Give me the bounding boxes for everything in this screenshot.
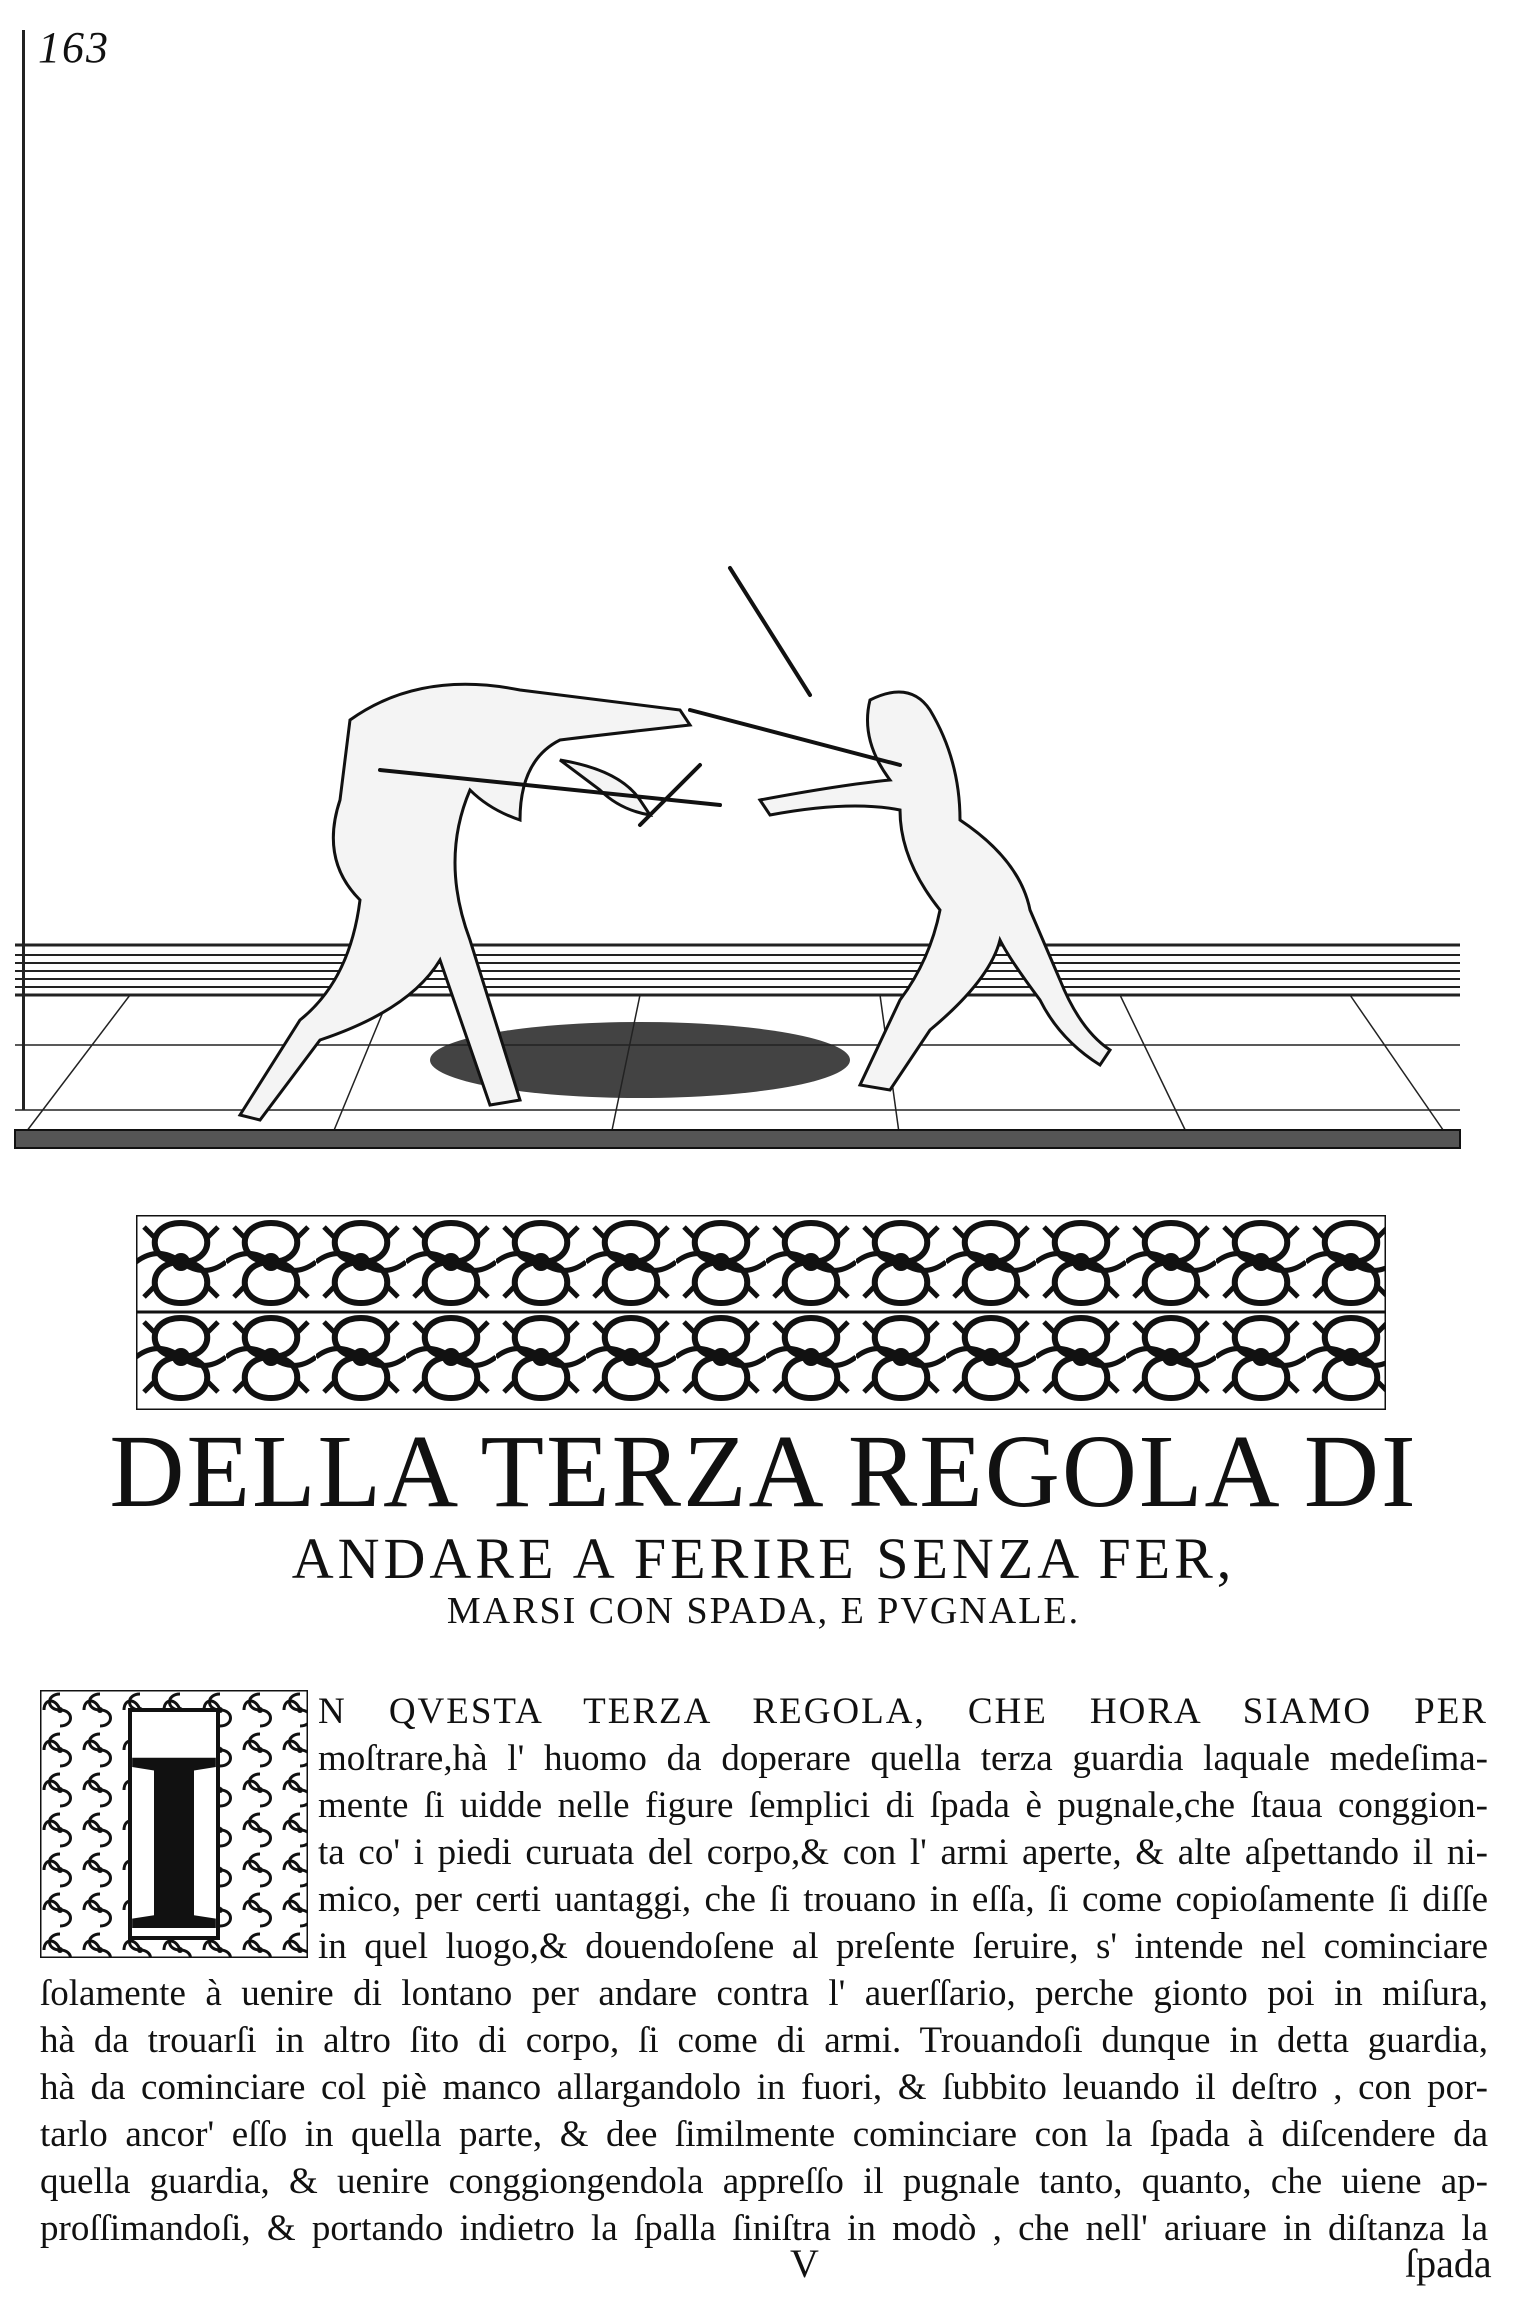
- body-line-3: mente ſi uidde nelle figure ſemplici di ſpada è pugnale,che ſtaua conggion-: [318, 1785, 1488, 1826]
- decorated-initial: [40, 1690, 308, 1958]
- body-line-12: proſſimandoſi, & portando indietro la ſpalla ſiniſtra in modò , che nell' ariuare in diſtanza la: [40, 2208, 1488, 2249]
- body-line-4: ta co' i piedi curuata del corpo,& con l' armi aperte, & alte aſpettando il ni-: [318, 1832, 1488, 1873]
- drop-cap-letter: I: [123, 1697, 225, 1958]
- page-number: 163: [38, 23, 110, 72]
- body-line-2: moſtrare,hà l' huomo da doperare quella terza guardia laquale medeſima-: [318, 1738, 1488, 1779]
- body-line-8: hà da trouarſi in altro ſito di corpo, ſi come di armi. Trouandoſi dunque in detta guardia,: [40, 2020, 1488, 2061]
- body-line-11: quella guardia, & uenire conggiongendola appreſſo il pugnale tanto, quanto, che uiene ap-: [40, 2161, 1488, 2202]
- chapter-title-line-2: ANDARE A FERIRE SENZA FER,: [291, 1526, 1236, 1591]
- signature-mark: V: [790, 2241, 819, 2286]
- fencing-engraving: [0, 560, 1527, 1150]
- catchword: ſpada: [1405, 2241, 1492, 2286]
- body-line-6: in quel luogo,& douendoſene al preſente ſeruire, s' intende nel cominciare: [318, 1926, 1488, 1967]
- body-line-9: hà da cominciare col piè manco allargandolo in fuori, & ſubbito leuando il deſtro , con por-: [40, 2067, 1488, 2108]
- chapter-title-line-1: DELLA TERZA REGOLA DI: [109, 1414, 1418, 1529]
- right-fencer: [760, 692, 1110, 1090]
- body-line-5: mico, per certi uantaggi, che ſi trouano in eſſa, ſi come copioſamente ſi diſſe: [318, 1879, 1488, 1920]
- body-line-10: tarlo ancor' eſſo in quella parte, & dee ſimilmente cominciare con la ſpada à diſcendere da: [40, 2114, 1488, 2155]
- chapter-title-line-3: MARSI CON SPADA, E PVGNALE.: [446, 1590, 1081, 1632]
- body-line-1: N QVESTA TERZA REGOLA, CHE HORA SIAMO PER: [318, 1691, 1488, 1732]
- ornamental-band: [136, 1215, 1386, 1410]
- body-line-7: ſolamente à uenire di lontano per andare contra l' auerſſario, perche gionto poi in miſura,: [40, 1973, 1488, 2014]
